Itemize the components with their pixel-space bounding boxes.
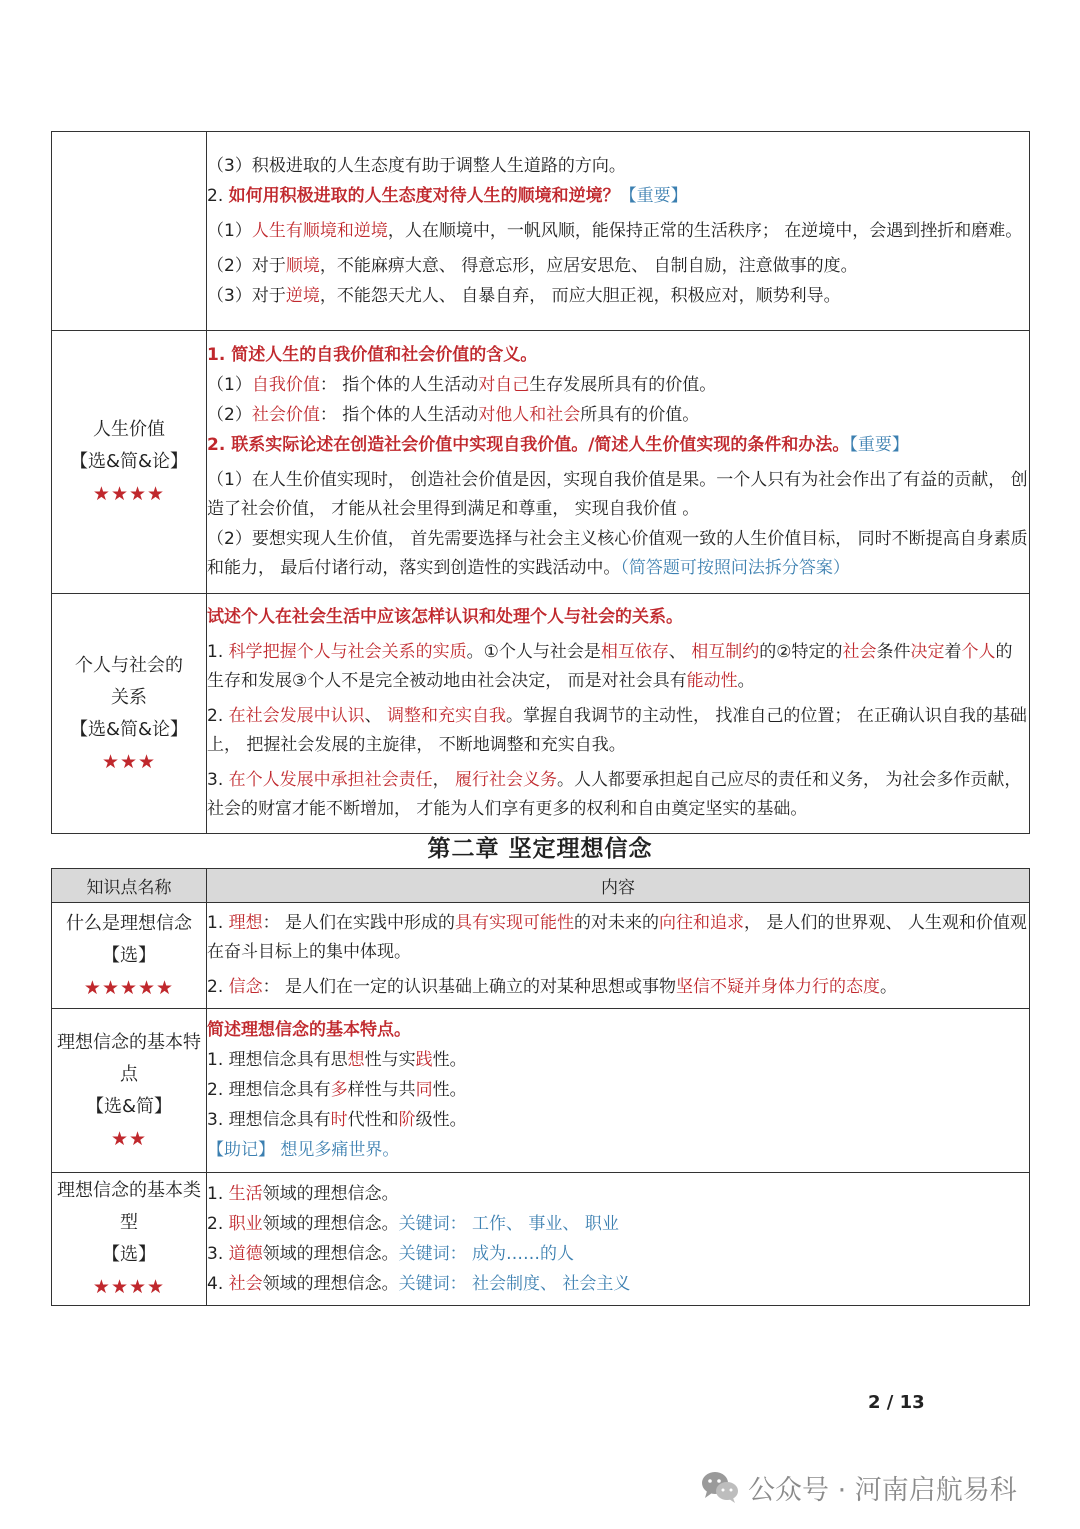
text-segment: 。 (880, 977, 898, 997)
content-line (207, 431, 1029, 460)
text-segment: （2）要想实现人生价值， 首先需要选择与社会主义核心价值观一致的人生价值目标， 同时不断提高自身素质和能力， 最后付诸行动，落实到创造性的实践活动中。 (207, 529, 1028, 578)
topic-tag: 【选】 (102, 1244, 156, 1265)
text-segment: ： 是人们在实践中形成的 (262, 913, 456, 933)
content-line (207, 1136, 1029, 1165)
text-segment: ， 是人们的世界观、 人生观和价值观在奋斗目标上的集中体现。 (207, 913, 1027, 962)
content-line (207, 1240, 1029, 1269)
text-segment: 理想 (228, 913, 263, 933)
content-line (207, 702, 1029, 760)
content-line (207, 282, 1029, 311)
table-row (52, 594, 1030, 834)
star-rating: ★★★★ (92, 1276, 166, 1298)
topic-name: 人生价值 (93, 419, 165, 440)
text-segment: 调整和充实自我 (387, 706, 507, 726)
text-segment: 【重要】 (619, 185, 688, 206)
text-segment: 个人 (961, 642, 996, 662)
text-segment: 1. 简述人生的自我价值和社会价值的含义。 (207, 345, 538, 365)
text-segment: ，人在顺境中，一帆风顺，能保持正常的生活秩序； 在逆境中，会遇到挫折和磨难。 (387, 220, 1023, 241)
text-segment: 对他人和社会 (478, 405, 581, 425)
text-segment: 生存发展所具有的价值。 (529, 375, 717, 395)
text-segment: 领域的理想信念。 (262, 1213, 399, 1234)
text-segment: ，不能怨天尤人、 自暴自弃， 而应大胆正视，积极应对，顺势利导。 (319, 285, 841, 306)
text-segment: 1. (207, 1183, 229, 1204)
chapter-two-table (51, 868, 1030, 1306)
page-number: 2 / 13 (868, 1392, 925, 1413)
content-line (207, 766, 1029, 824)
text-segment: 性。 (432, 1050, 467, 1070)
content-line (207, 525, 1029, 583)
topic-cell (52, 594, 207, 834)
text-segment: 1. (207, 642, 229, 662)
text-segment: 2. 联系实际论述在创造社会价值中实现自我价值。/简述人生价值实现的条件和办法。 (207, 435, 850, 455)
text-segment: （1）在人生价值实现时， 创造社会价值是因，实现自我价值是果。一个人只有为社会作出了有益的贡献， 创造了社会价值， 才能从社会里得到满足和尊重， 实现自我价值 。 (207, 470, 1028, 519)
text-segment: 社会 (228, 1273, 263, 1294)
content-line (207, 182, 1029, 211)
topic-name: 个人与社会的关系 (75, 654, 183, 708)
content-cell (207, 331, 1030, 594)
content-line (207, 152, 1029, 181)
text-segment: 。人人都要承担起自己应尽的责任和义务， 为社会多作贡献， 社会的财富才能不断增加， 才能为人们享有更多的权利和自由奠定坚实的基础。 (207, 770, 1022, 819)
text-segment: ： 指个体的人生活动 (319, 375, 479, 395)
chapter-one-table (51, 131, 1030, 834)
text-segment: 相互制约 (691, 642, 760, 662)
text-segment: 所具有的价值。 (580, 405, 700, 425)
watermark (700, 1466, 1017, 1508)
text-segment: 社会价值 (251, 405, 320, 425)
content-line (207, 217, 1029, 246)
text-segment: 4. (207, 1273, 229, 1294)
topic-cell (52, 903, 207, 1009)
text-segment: （1） (207, 220, 252, 241)
text-segment: 在社会发展中认识 (228, 706, 365, 726)
chapter-title: 第二章 坚定理想信念 (427, 836, 653, 862)
text-segment: 领域的理想信念。 (262, 1183, 399, 1204)
text-segment: 坚信不疑并身体力行的态度 (676, 977, 881, 997)
text-segment: 关键词： 工作、 事业、 职业 (398, 1213, 619, 1234)
content-line (207, 1076, 1029, 1105)
wechat-icon (700, 1470, 740, 1504)
content-line (207, 1270, 1029, 1299)
text-segment: ： 指个体的人生活动 (319, 405, 479, 425)
text-segment: 1. 理想信念具有思 (207, 1050, 348, 1070)
content-line (207, 371, 1029, 400)
content-line (207, 603, 1029, 632)
text-segment: 在个人发展中承担社会责任 (228, 770, 433, 790)
content-cell (207, 1009, 1030, 1173)
text-segment: 。掌握自我调节的主动性， 找准自己的位置； 在正确认识自我的基础上， 把握社会发展的主旋律， 不断地调整和充实自我。 (207, 706, 1027, 755)
topic-cell (52, 132, 207, 331)
text-segment: （3）积极进取的人生态度有助于调整人生道路的方向。 (207, 155, 626, 176)
text-segment: 【重要】 (849, 435, 909, 455)
text-segment: 样性与共 (347, 1080, 416, 1100)
star-rating: ★★ (110, 1127, 148, 1150)
content-line (207, 638, 1029, 696)
text-segment: 、 (668, 642, 692, 662)
topic-name: 理想信念的基本特点 (57, 1031, 201, 1085)
text-segment: 2. (207, 706, 229, 726)
text-segment: （2）对于 (207, 255, 286, 276)
text-segment: 多 (330, 1080, 348, 1100)
text-segment: 想 (347, 1050, 365, 1070)
content-line (207, 401, 1029, 430)
text-segment: 领域的理想信念。 (262, 1243, 399, 1264)
content-line (207, 1016, 1029, 1045)
text-segment: 的生存和发展③个人不是完全被动地由社会决定， 而是对社会具有 (207, 642, 1013, 691)
text-segment: 关键词： 社会制度、 社会主义 (398, 1273, 631, 1294)
content-line (207, 341, 1029, 370)
text-segment: 人生有顺境和逆境 (251, 220, 388, 241)
content-cell (207, 903, 1030, 1009)
column-header-content: 内容 (207, 869, 1030, 903)
text-segment: 科学把握个人与社会关系的实质 (228, 642, 467, 662)
text-segment: 时 (330, 1110, 348, 1130)
topic-tag: 【选&简&论】 (69, 451, 189, 472)
text-segment: 道德 (228, 1243, 263, 1264)
topic-cell (52, 1009, 207, 1173)
text-segment: 自我价值 (251, 375, 320, 395)
text-segment: 履行社会义务 (455, 770, 558, 790)
content-line (207, 252, 1029, 281)
text-segment: 能动性 (686, 671, 738, 691)
text-segment: 条件 (876, 642, 911, 662)
text-segment: 3. (207, 770, 229, 790)
text-segment: 、 (364, 706, 388, 726)
text-segment: 2. 理想信念具有 (207, 1080, 331, 1100)
table-row (52, 1173, 1030, 1306)
text-segment: 的②特定的 (759, 642, 843, 662)
topic-tag: 【选&简&论】 (69, 718, 189, 740)
table-row (52, 903, 1030, 1009)
text-segment: 的对未来的 (574, 913, 660, 933)
text-segment: 性与实 (364, 1050, 416, 1070)
topic-cell (52, 331, 207, 594)
text-segment: 决定 (910, 642, 945, 662)
content-line (207, 466, 1029, 524)
text-segment: 职业 (228, 1213, 263, 1234)
text-segment: 2. (207, 977, 229, 997)
text-segment: 同 (415, 1080, 433, 1100)
content-cell (207, 132, 1030, 331)
content-line (207, 909, 1029, 967)
watermark-text: 公众号 · 河南启航易科 (748, 1474, 1017, 1506)
topic-name: 理想信念的基本类型 (57, 1180, 201, 1233)
content-cell (207, 1173, 1030, 1306)
text-segment: 。 (737, 671, 755, 691)
table-row (52, 132, 1030, 331)
content-cell (207, 594, 1030, 834)
text-segment: 2. (207, 185, 229, 206)
text-segment: 试述个人在社会生活中应该怎样认识和处理个人与社会的关系。 (207, 607, 683, 627)
topic-cell (52, 1173, 207, 1306)
text-segment: 向往和追求 (659, 913, 745, 933)
text-segment: 着 (944, 642, 962, 662)
text-segment: 生活 (228, 1183, 263, 1204)
topic-tag: 【选】 (102, 944, 156, 966)
text-segment: 1. (207, 913, 229, 933)
star-rating: ★★★ (101, 750, 157, 773)
table-header-row (52, 869, 1030, 903)
text-segment: （3）对于 (207, 285, 286, 306)
star-rating: ★★★★★ (83, 976, 175, 999)
text-segment: 信念 (228, 977, 263, 997)
text-segment: 领域的理想信念。 (262, 1273, 399, 1294)
column-header-topic: 知识点名称 (52, 869, 207, 903)
text-segment: 简述理想信念的基本特点。 (207, 1020, 411, 1040)
text-segment: ， (432, 770, 456, 790)
content-line (207, 1106, 1029, 1135)
text-segment: 。①个人与社会是 (466, 642, 601, 662)
content-line (207, 1180, 1029, 1209)
text-segment: 如何用积极进取的人生态度对待人生的顺境和逆境？ (228, 185, 620, 206)
text-segment: 3. (207, 1243, 229, 1264)
text-segment: 关键词： 成为……的人 (398, 1243, 575, 1264)
text-segment: 逆境 (285, 285, 320, 306)
text-segment: 阶 (398, 1110, 416, 1130)
content-line (207, 1210, 1029, 1239)
text-segment: 【助记】 想见多痛世界。 (207, 1140, 400, 1160)
topic-tag: 【选&简】 (85, 1095, 173, 1117)
text-segment: ： 是人们在一定的认识基础上确立的对某种思想或事物 (262, 977, 677, 997)
text-segment: 践 (415, 1050, 433, 1070)
text-segment: 相互依存 (600, 642, 669, 662)
topic-name: 什么是理想信念 (66, 912, 192, 934)
text-segment: 社会 (842, 642, 877, 662)
text-segment: ，不能麻痹大意、 得意忘形，应居安思危、 自制自励，注意做事的度。 (319, 255, 858, 276)
text-segment: 性。 (432, 1080, 467, 1100)
table-row (52, 331, 1030, 594)
text-segment: 3. 理想信念具有 (207, 1110, 331, 1130)
text-segment: 级性。 (415, 1110, 467, 1130)
table-row (52, 1009, 1030, 1173)
text-segment: 顺境 (285, 255, 320, 276)
text-segment: 代性和 (347, 1110, 399, 1130)
text-segment: （2） (207, 405, 252, 425)
text-segment: 具有实现可能性 (455, 913, 575, 933)
content-line (207, 973, 1029, 1002)
star-rating: ★★★★ (92, 483, 166, 505)
text-segment: （1） (207, 375, 252, 395)
text-segment: 2. (207, 1213, 229, 1234)
text-segment: 对自己 (478, 375, 530, 395)
text-segment: （简答题可按照问法拆分答案） (620, 558, 850, 578)
content-line (207, 1046, 1029, 1075)
